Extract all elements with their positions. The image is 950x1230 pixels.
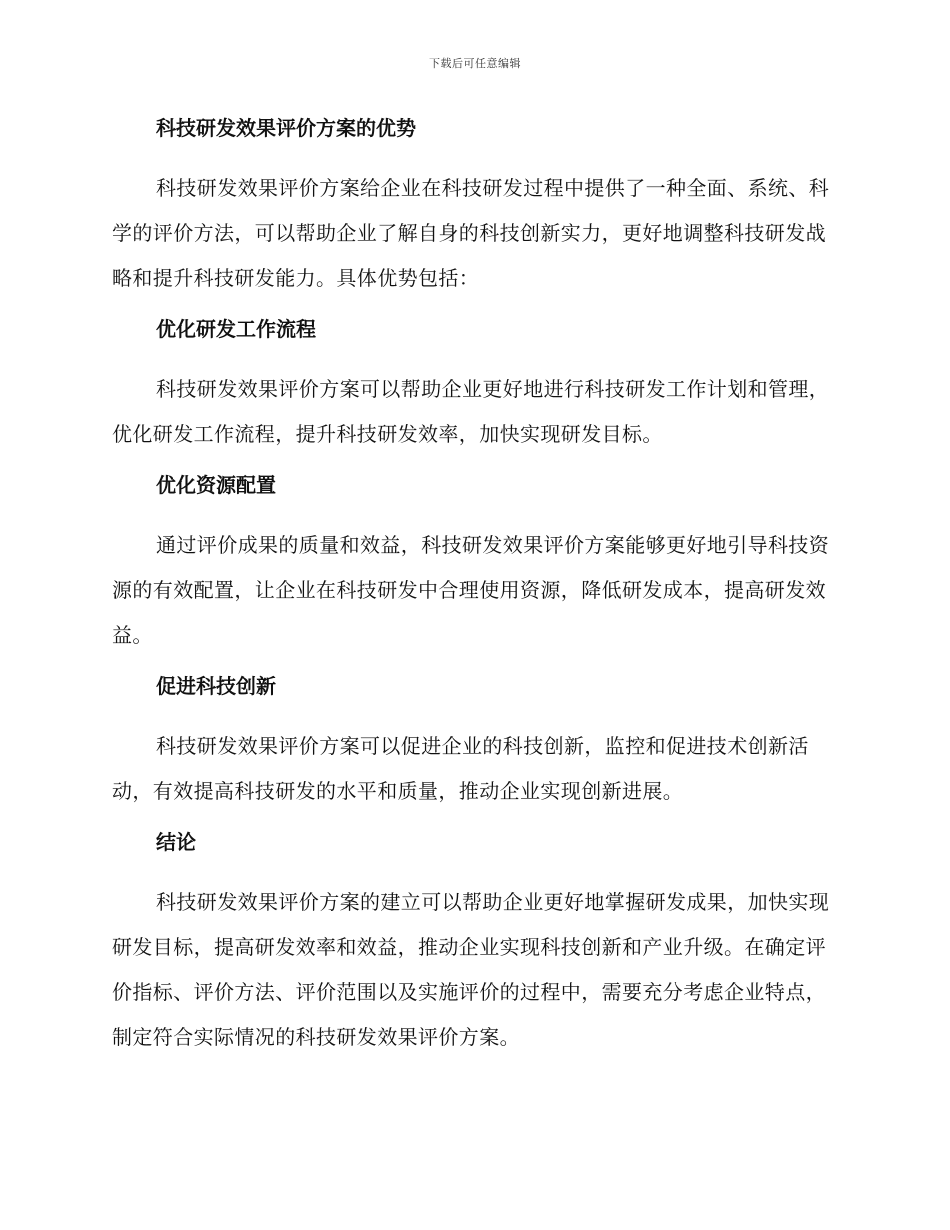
section-paragraph-advantages: 科技研发效果评价方案给企业在科技研发过程中提供了一种全面、系统、科学的评价方法，可以帮助企业了解自身的科技创新实力，更好地调整科技研发战略和提升科技研发能力。具体优势包括： bbox=[112, 176, 830, 290]
section-heading-optimize-resources: 优化资源配置 bbox=[156, 473, 276, 497]
section-heading-promote-innovation: 促进科技创新 bbox=[156, 674, 276, 698]
section-heading-conclusion: 结论 bbox=[156, 830, 196, 854]
section-paragraph-conclusion: 科技研发效果评价方案的建立可以帮助企业更好地掌握研发成果，加快实现研发目标，提高研发效率和效益，推动企业实现科技创新和产业升级。在确定评价指标、评价方法、评价范围以及实施评价的过程中，需要充分考虑企业特点，制定符合实际情况的科技研发效果评价方案。 bbox=[112, 890, 830, 1049]
section-paragraph-promote-innovation: 科技研发效果评价方案可以促进企业的科技创新，监控和促进技术创新活动，有效提高科技研发的水平和质量，推动企业实现创新进展。 bbox=[112, 734, 809, 803]
section-paragraph-optimize-resources: 通过评价成果的质量和效益，科技研发效果评价方案能够更好地引导科技资源的有效配置，让企业在科技研发中合理使用资源，降低研发成本，提高研发效益。 bbox=[112, 533, 830, 647]
page-header: 下载后可任意编辑 bbox=[429, 57, 521, 70]
section-heading-advantages: 科技研发效果评价方案的优势 bbox=[156, 116, 416, 140]
document-body bbox=[112, 112, 832, 1072]
section-heading-optimize-workflow: 优化研发工作流程 bbox=[156, 317, 316, 341]
section-paragraph-optimize-workflow: 科技研发效果评价方案可以帮助企业更好地进行科技研发工作计划和管理，优化研发工作流程，提升科技研发效率，加快实现研发目标。 bbox=[112, 377, 830, 446]
